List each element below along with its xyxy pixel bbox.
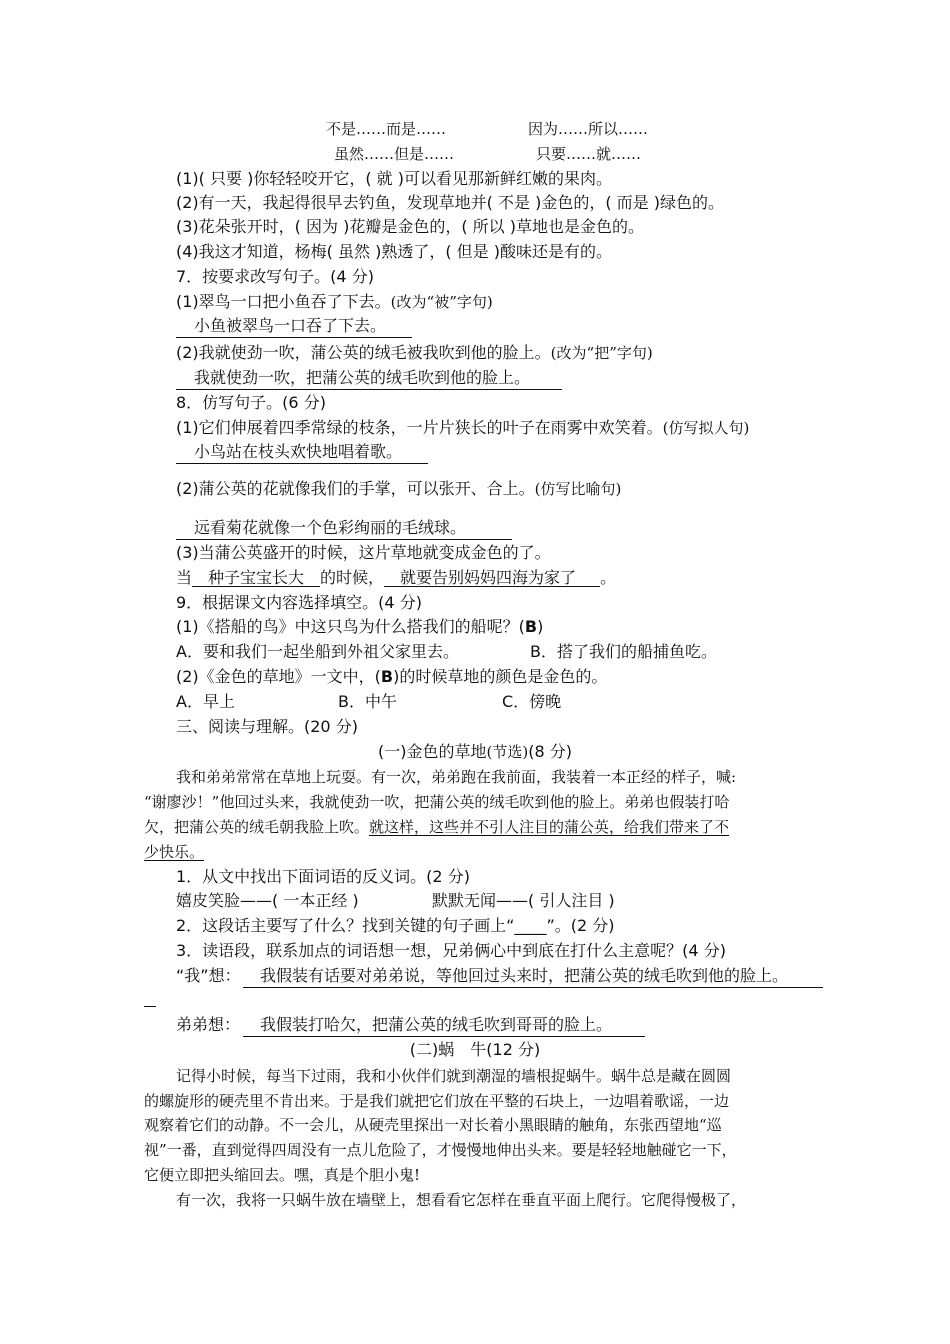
connective-not-but: 不是……而是…… xyxy=(326,120,447,138)
q8-sentence-2-text: (2)蒲公英的花就像我们的手掌，可以张开、合上。 xyxy=(176,479,535,498)
r3-me-answer: 我假装有话要对弟弟说，等他回过头来时，把蒲公英的绒毛吹到他的脸上。 xyxy=(260,966,789,985)
passage2-line-2: 的螺旋形的硬壳里不肯出来。于是我们就把它们放在平整的石块上，一边唱着歌谣，一边 xyxy=(144,1092,730,1110)
q8-sentence-2-note: (仿写比喻句) xyxy=(534,480,622,498)
r3-me-line xyxy=(243,987,823,988)
r3-me-line-cont xyxy=(144,1006,156,1007)
q8-answer-3-fill-1-text: 种子宝宝长大 xyxy=(208,568,305,587)
q7-sentence-2-text: (2)我就使劲一吹，蒲公英的绒毛被我吹到他的脸上。 xyxy=(176,343,551,362)
part3-title: 三、阅读与理解。(20 分) xyxy=(176,717,358,736)
q9-answer-2: B xyxy=(380,667,394,686)
passage1-subtitle: (节选) xyxy=(486,743,529,761)
q7-answer-2-line xyxy=(176,389,562,390)
q7-answer-1: 小鱼被翠鸟一口吞了下去。 xyxy=(194,316,387,335)
q8-sentence-1 xyxy=(176,417,749,439)
r3-brother-answer: 我假装打哈欠，把蒲公英的绒毛吹到哥哥的脸上。 xyxy=(260,1015,613,1034)
q6-sentence-1: (1)( 只要 )你轻轻咬开它，( 就 )可以看见那新鲜红嫩的果肉。 xyxy=(176,169,612,188)
q8-answer-3-fill-2 xyxy=(384,568,600,587)
passage1-title xyxy=(0,741,950,763)
passage1-score: (8 分) xyxy=(528,742,572,761)
passage2-line-4: 视”一番，直到觉得四周没有一点儿危险了，才慢慢地伸出头来。要是轻轻地触碰它一下， xyxy=(144,1141,737,1159)
q9-title: 9．根据课文内容选择填空。(4 分) xyxy=(176,593,422,612)
passage1-title-text: (一)金色的草地 xyxy=(378,742,487,761)
r1-antonym-b: 默默无闻——( 引人注目 ) xyxy=(432,891,615,910)
q8-answer-3 xyxy=(176,567,616,589)
q8-answer-2-line xyxy=(176,539,512,540)
passage2-title: (二)蜗 牛(12 分) xyxy=(409,1040,541,1059)
q8-sentence-1-note: (仿写拟人句) xyxy=(662,419,750,437)
connective-as-long-as: 只要……就…… xyxy=(536,145,642,163)
q9-question-1-text: (1)《搭船的鸟》中这只鸟为什么搭我们的船呢？( xyxy=(176,617,525,636)
passage2-line-1: 记得小时候，每当下过雨，我和小伙伴们就到潮湿的墙根捉蜗牛。蜗牛总是藏在圆圆 xyxy=(176,1067,732,1085)
q8-answer-1: 小鸟站在枝头欢快地唱着歌。 xyxy=(194,442,403,461)
r3-me-label: “我”想： xyxy=(176,966,241,985)
q7-answer-2: 我就使劲一吹，把蒲公英的绒毛吹到他的脸上。 xyxy=(194,368,531,387)
q6-sentence-3: (3)花朵张开时，( 因为 )花瓣是金色的，( 所以 )草地也是金色的。 xyxy=(176,217,644,236)
q7-sentence-2 xyxy=(176,342,653,364)
q9-option-2b: B．中午 xyxy=(338,692,397,711)
q8-sentence-2 xyxy=(176,478,621,500)
q8-title: 8．仿写句子。(6 分) xyxy=(176,393,326,412)
q7-sentence-1 xyxy=(176,291,493,313)
q7-sentence-2-note: (改为“把”字句) xyxy=(550,344,653,362)
passage2-line-3: 观察着它们的动静。不一会儿，从硬壳里探出一对长着小黑眼睛的触角，东张西望地“巡 xyxy=(144,1116,722,1134)
q7-title: 7．按要求改写句子。(4 分) xyxy=(176,267,374,286)
connective-because-so: 因为……所以…… xyxy=(528,120,649,138)
passage1-line-3 xyxy=(144,816,729,838)
q8-answer-1-line xyxy=(176,463,428,464)
passage1-key-sentence: 就这样，这些并不引人注目的蒲公英，给我们带来了不 xyxy=(369,818,730,836)
passage2-line-5: 它便立即把头缩回去。嘿，真是个胆小鬼! xyxy=(144,1166,421,1184)
r1-title: 1．从文中找出下面词语的反义词。(2 分) xyxy=(176,867,470,886)
q9-option-2c: C．傍晚 xyxy=(502,692,562,711)
q9-question-2 xyxy=(176,666,607,688)
r2-title: 2．这段话主要写了什么？找到关键的句子画上“____”。(2 分) xyxy=(176,916,615,935)
passage1-line-1: 我和弟弟常常在草地上玩耍。有一次，弟弟跑在我前面，我装着一本正经的样子，喊: xyxy=(176,768,737,786)
q9-answer-1: B xyxy=(524,617,538,636)
q8-answer-3-fill-1 xyxy=(192,568,320,587)
q8-answer-3-fill-2-text: 就要告别妈妈四海为家了 xyxy=(400,568,577,587)
r3-brother-line xyxy=(243,1036,645,1037)
q9-question-1-close: ) xyxy=(537,617,544,636)
q8-sentence-3: (3)当蒲公英盛开的时候，这片草地就变成金色的了。 xyxy=(176,543,551,562)
q7-sentence-1-text: (1)翠鸟一口把小鱼吞了下去。 xyxy=(176,292,391,311)
passage1-line-3a: 欠，把蒲公英的绒毛朝我脸上吹。 xyxy=(144,818,370,836)
q7-answer-1-line xyxy=(176,337,412,338)
q9-option-1b: B．搭了我们的船捕鱼吃。 xyxy=(530,642,717,661)
q9-option-1a: A．要和我们一起坐船到外祖父家里去。 xyxy=(176,642,459,661)
q8-answer-3-prefix: 当 xyxy=(176,568,193,587)
q8-sentence-1-text: (1)它们伸展着四季常绿的枝条，一片片狭长的叶子在雨雾中欢笑着。 xyxy=(176,418,663,437)
passage1-line-4: 少快乐。 xyxy=(144,843,205,861)
q9-question-2-text: (2)《金色的草地》一文中，( xyxy=(176,667,381,686)
q9-question-1 xyxy=(176,616,543,638)
q6-sentence-2: (2)有一天，我起得很早去钓鱼，发现草地并( 不是 )金色的，( 而是 )绿色的。 xyxy=(176,193,724,212)
r3-brother-label: 弟弟想： xyxy=(176,1015,241,1034)
r3-title: 3．读语段，联系加点的词语想一想，兄弟俩心中到底在打什么主意呢？(4 分) xyxy=(176,941,726,960)
q9-option-2a: A．早上 xyxy=(176,692,235,711)
q8-answer-3-end: 。 xyxy=(600,568,617,587)
q6-sentence-4: (4)我这才知道，杨梅( 虽然 )熟透了，( 但是 )酸味还是有的。 xyxy=(176,242,612,261)
r1-antonym-a: 嬉皮笑脸——( 一本正经 ) xyxy=(176,891,359,910)
passage2-line-6: 有一次，我将一只蜗牛放在墙壁上，想看看它怎样在垂直平面上爬行。它爬得慢极了， xyxy=(176,1191,747,1209)
q9-question-2-tail: )的时候草地的颜色是金色的。 xyxy=(393,667,608,686)
q8-answer-2: 远看菊花就像一个色彩绚丽的毛绒球。 xyxy=(194,518,467,537)
passage1-line-2: “谢廖沙！”他回过头来，我就使劲一吹，把蒲公英的绒毛吹到他的脸上。弟弟也假装打哈 xyxy=(144,793,730,811)
q7-sentence-1-note: (改为“被”字句) xyxy=(390,293,493,311)
q8-answer-3-mid: 的时候， xyxy=(320,568,385,587)
connective-although-but: 虽然……但是…… xyxy=(334,145,455,163)
